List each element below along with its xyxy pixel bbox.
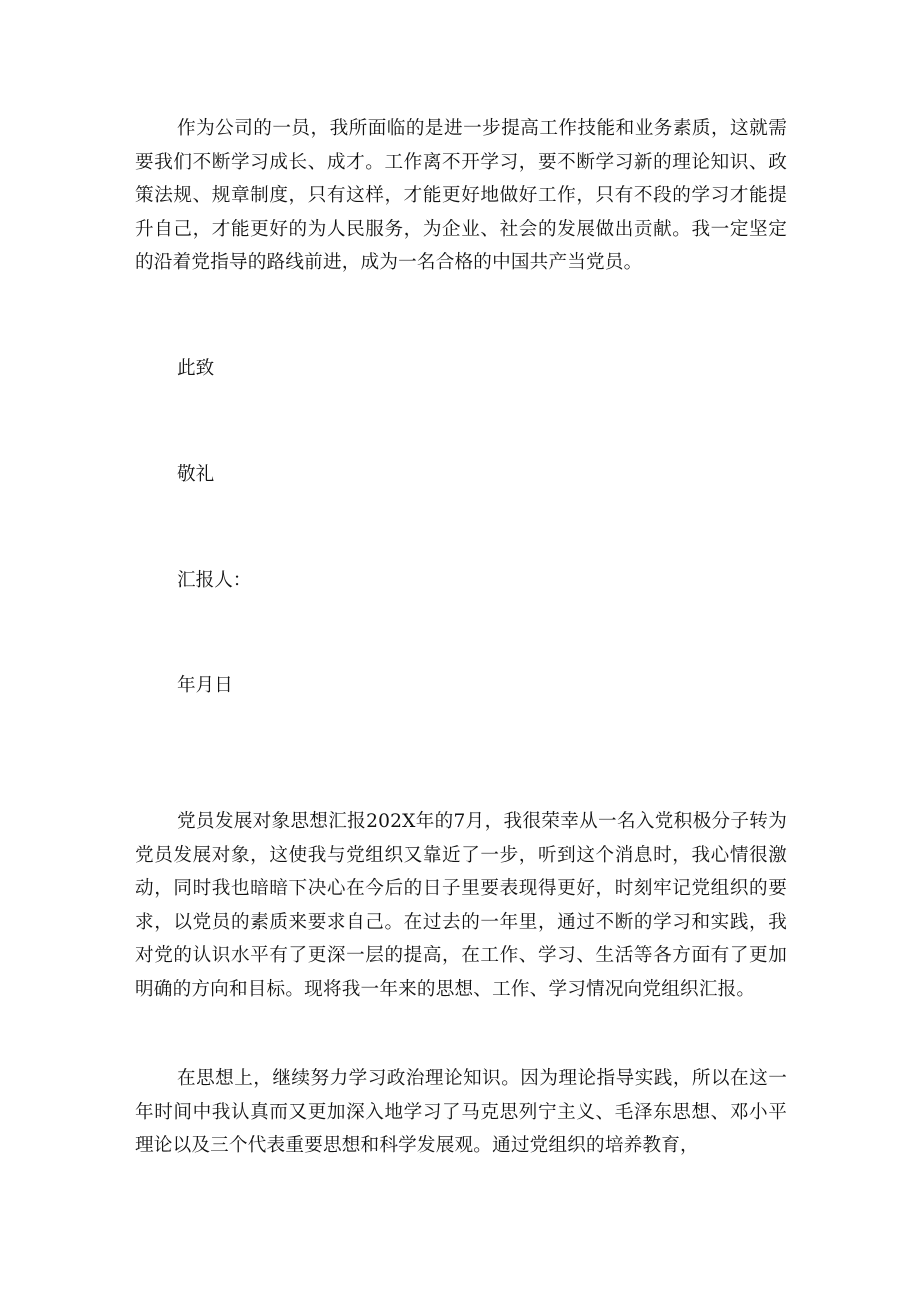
date-label: 年月日 xyxy=(177,675,233,696)
reporter-label: 汇报人： xyxy=(177,570,252,591)
closing-salutation: 此致 xyxy=(177,358,215,379)
body-paragraph: 在思想上，继续努力学习政治理论知识。因为理论指导实践，所以在这一年时间中我认真而又更加深入地学习了马克思列宁主义、毛泽东思想、邓小平理论以及三个代表重要思想和科学发展观。通过党组织的培养教育， xyxy=(135,1068,787,1156)
body-paragraph: 作为公司的一员，我所面临的是进一步提高工作技能和业务素质，这就需要我们不断学习成长、成才。工作离不开学习，要不断学习新的理论知识、政策法规、规章制度，只有这样，才能更好地做好工作，只有不段的学习才能提升自己，才能更好的为人民服务，为企业、社会的发展做出贡献。我一定坚定的沿着党指导的路线前进，成为一名合格的中国共产当党员。 xyxy=(135,118,787,273)
body-paragraph: 党员发展对象思想汇报202X年的7月，我很荣幸从一名入党积极分子转为党员发展对象，这使我与党组织又靠近了一步，听到这个消息时，我心情很激动，同时我也暗暗下决心在今后的日子里要表现得更好，时刻牢记党组织的要求，以党员的素质来要求自己。在过去的一年里，通过不断的学习和实践，我对党的认识水平有了更深一层的提高，在工作、学习、生活等各方面有了更加明确的方向和目标。现将我一年来的思想、工作、学习情况向党组织汇报。 xyxy=(135,811,787,1000)
closing-regards: 敬礼 xyxy=(177,464,215,485)
